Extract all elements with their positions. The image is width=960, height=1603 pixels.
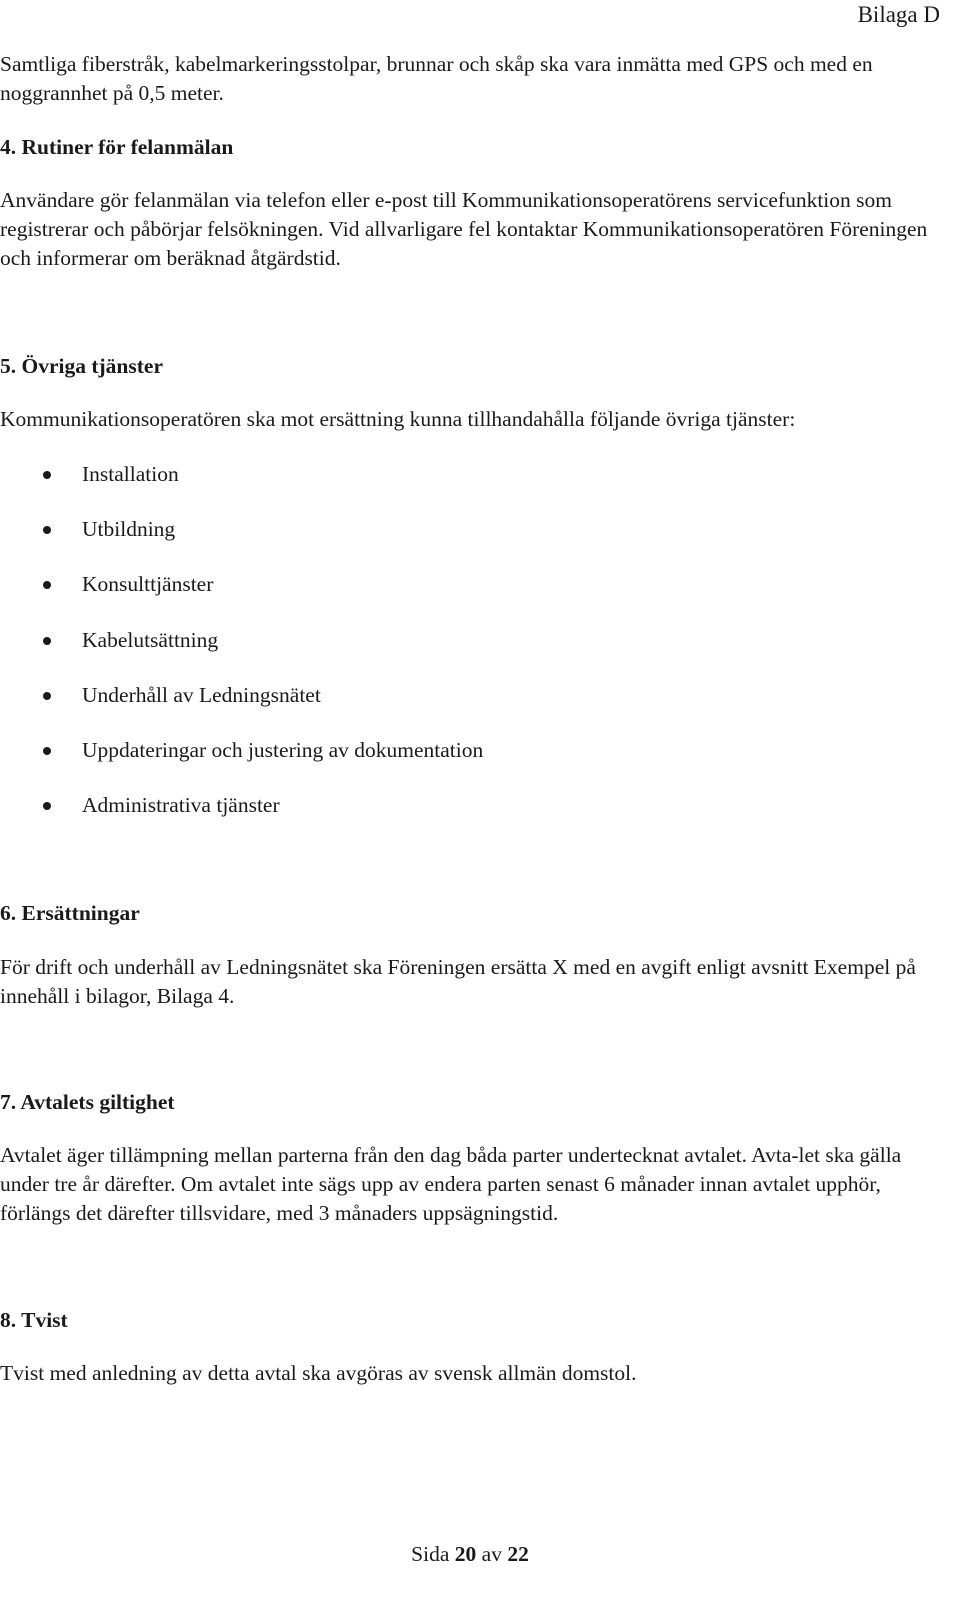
section-heading-ersattningar: 6. Ersättningar (0, 901, 140, 925)
list-item-label: Installation (82, 462, 179, 486)
attachment-label: Bilaga D (857, 2, 940, 27)
page-number-prefix: Sida (411, 1542, 450, 1566)
services-list (0, 460, 483, 846)
list-item-label: Utbildning (82, 517, 176, 542)
section-body-tvist: Tvist med anledning av detta avtal ska avgöras av svensk allmän domstol. (0, 1361, 637, 1385)
bullet-icon (43, 637, 51, 645)
bullet-icon (43, 471, 51, 479)
bullet-icon (43, 747, 51, 755)
section-heading-tvist: 8. Tvist (0, 1308, 68, 1332)
intro-paragraph: Samtliga fiberstråk, kabelmarkeringsstolpar, brunnar och skåp ska vara inmätta med GPS och med en noggrannhet på 0,5 meter. (0, 52, 873, 105)
list-item (0, 736, 483, 791)
list-item-label: Administrativa tjänster (82, 793, 280, 818)
list-item-label: Underhåll av Ledningsnätet (82, 682, 321, 707)
list-item (0, 570, 483, 625)
list-item (0, 791, 483, 846)
section-body-ersattningar: För drift och underhåll av Ledningsnätet ska Föreningen ersätta X med en avgift enligt avsnitt Exempel på innehåll i bilagor, Bilaga 4. (0, 955, 916, 1008)
list-item (0, 681, 483, 736)
section-heading-felanmalan: 4. Rutiner för felanmälan (0, 135, 234, 159)
bullet-icon (43, 581, 51, 589)
bullet-icon (43, 692, 51, 700)
list-item-label: Konsulttjänster (82, 572, 214, 597)
bullet-icon (43, 802, 51, 810)
section-body-ovriga-tjanster: Kommunikationsoperatören ska mot ersättning kunna tillhandahålla följande övriga tjänster: (0, 407, 796, 431)
list-item-label: Kabelutsättning (82, 627, 219, 652)
section-body-felanmalan: Användare gör felanmälan via telefon eller e-post till Kommunikationsoperatörens servicefunktion som registrerar och påbörjar felsökningen. Vid allvarligare fel kontaktar Kommunikationsoperatören Föreningen och informerar om beräknad åtgärdstid. (0, 188, 928, 270)
section-heading-avtalets-giltighet: 7. Avtalets giltighet (0, 1090, 175, 1114)
section-body-avtalets-giltighet: Avtalet äger tillämpning mellan parterna från den dag båda parter undertecknat avtalet. Avta-let ska gälla under tre år därefter. Om avtalet inte sägs upp av endera parten senast 6 månader innan avtalet upphör, förlängs det därefter tillsvidare, med 3 månaders uppsägningstid. (0, 1143, 902, 1225)
section-heading-ovriga-tjanster: 5. Övriga tjänster (0, 354, 164, 378)
page-number-current: 20 (454, 1542, 477, 1566)
list-item (0, 626, 483, 681)
list-item-label: Uppdateringar och justering av dokumentation (82, 737, 484, 762)
list-item (0, 515, 483, 570)
page-number-separator: av (481, 1542, 502, 1566)
list-item (0, 460, 483, 515)
bullet-icon (43, 526, 51, 534)
page-number-total: 22 (507, 1542, 529, 1566)
page-number (0, 1540, 940, 1569)
